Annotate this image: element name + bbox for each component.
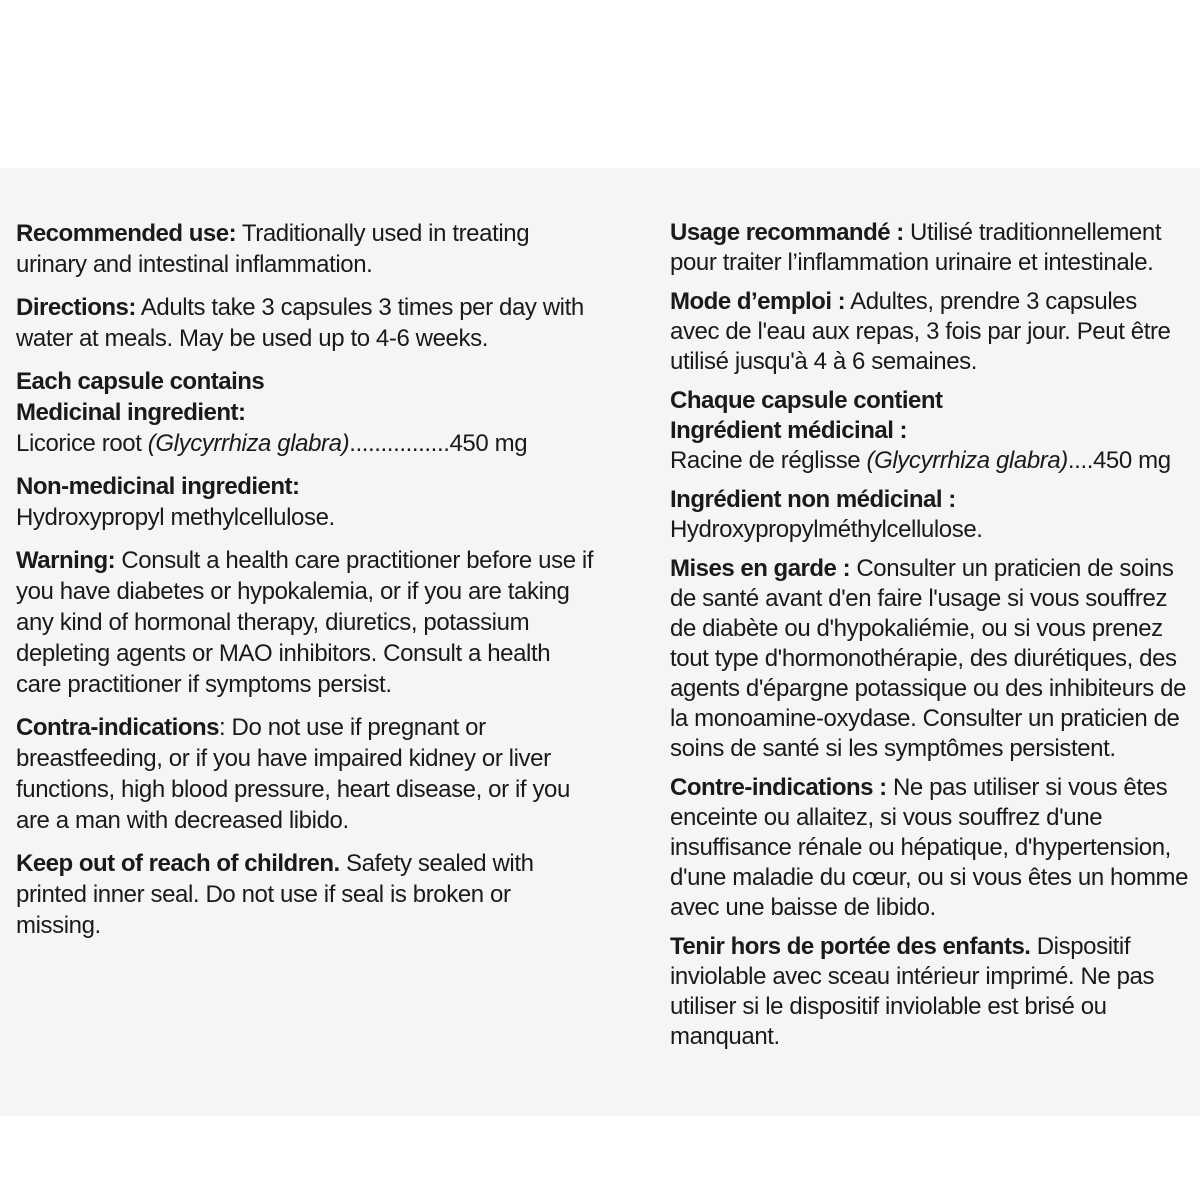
tenir-hors-portee [670,932,1190,1052]
ingredient-name: Licorice root [16,430,148,457]
directions [16,292,601,354]
ingredients-block [16,366,601,459]
contre-indications-label: Contre-indications : [670,774,887,801]
non-medicinal-heading-fr: Ingrédient non médicinal : [670,486,956,513]
non-medicinal-text-fr: Hydroxypropylméthylcellulose. [670,516,983,543]
mode-emploi-text: Adultes, prendre 3 capsules avec de l'eau aux repas, 3 fois par jour. Peut être utilisé jusqu'à 4 à 6 semaines. [670,288,1171,375]
directions-label: Directions: [16,294,136,321]
chaque-capsule-heading: Chaque capsule contient [670,387,943,414]
mises-en-garde-label: Mises en garde : [670,555,851,582]
medicinal-ingredient-heading: Medicinal ingredient: [16,399,246,426]
ingredient-amount-fr: 450 mg [1092,447,1171,474]
usage-recommande-label: Usage recommandé : [670,219,904,246]
warning-label: Warning: [16,547,116,574]
non-medicinal-heading: Non-medicinal ingredient: [16,473,300,500]
keep-out-text: Safety sealed with printed inner seal. Do not use if seal is broken or missing. [16,850,534,939]
french-column [670,218,1190,1061]
ingredients-block-fr [670,386,1190,476]
usage-recommande [670,218,1190,278]
ingredient-name-fr: Racine de réglisse [670,447,867,474]
recommended-use-text: Traditionally used in treating urinary and intestinal inflammation. [16,220,530,278]
keep-out-label: Keep out of reach of children. [16,850,340,877]
usage-recommande-text: Utilisé traditionnellement pour traiter l’inflammation urinaire et intestinale. [670,219,1162,276]
ingredient-amount: 450 mg [449,430,528,457]
english-column [16,218,601,953]
ingredient-dots: ................ [349,430,450,457]
mode-emploi-label: Mode d’emploi : [670,288,846,315]
keep-out-of-reach [16,848,601,941]
tenir-hors-portee-label: Tenir hors de portée des enfants. [670,933,1031,960]
ingredient-medicinal-heading: Ingrédient médicinal : [670,417,908,444]
ingredient-latin-fr: (Glycyrrhiza glabra) [866,447,1068,474]
warning-text: Consult a health care practitioner before use if you have diabetes or hypokalemia, or if you are taking any kind of hormonal therapy, diuretics, potassium depleting agents or MAO inhibitors. Consult a health care practitioner if symptoms persist. [16,547,594,698]
tenir-hors-portee-text: Dispositif inviolable avec sceau intérieur imprimé. Ne pas utiliser si le dispositif inviolable est brisé ou manquant. [670,933,1155,1050]
ingredient-dots-fr: .... [1067,447,1093,474]
warning [16,545,601,700]
contre-indications-text: Ne pas utiliser si vous êtes enceinte ou allaitez, si vous souffrez d'une insuffisance rénale ou hépatique, d'hypertension, d'une maladie du cœur, ou si vous êtes un homme avec une baisse de libido. [670,774,1189,921]
mode-emploi [670,287,1190,377]
non-medicinal-block-fr [670,485,1190,545]
directions-text: Adults take 3 capsules 3 times per day with water at meals. May be used up to 4-6 weeks. [16,294,584,352]
each-capsule-heading: Each capsule contains [16,368,265,395]
label-panel [0,168,1200,1116]
recommended-use [16,218,601,280]
non-medicinal-text: Hydroxypropyl methylcellulose. [16,504,335,531]
contre-indications [670,773,1190,923]
mises-en-garde [670,554,1190,764]
contra-indications-text: : Do not use if pregnant or breastfeeding, or if you have impaired kidney or liver functions, high blood pressure, heart disease, or if you are a man with decreased libido. [16,714,570,834]
mises-en-garde-text: Consulter un praticien de soins de santé avant d'en faire l'usage si vous souffrez de diabète ou d'hypokaliémie, ou si vous prenez tout type d'hormonothérapie, des diurétiques, des agents d'épargne potassique ou des inhibiteurs de la monoamine-oxydase. Consulter un praticien de soins de santé si les symptômes persistent. [670,555,1187,762]
recommended-use-label: Recommended use: [16,220,237,247]
contra-indications-label: Contra-indications [16,714,220,741]
contra-indications [16,712,601,836]
non-medicinal-block [16,471,601,533]
ingredient-latin: (Glycyrrhiza glabra) [147,430,350,457]
